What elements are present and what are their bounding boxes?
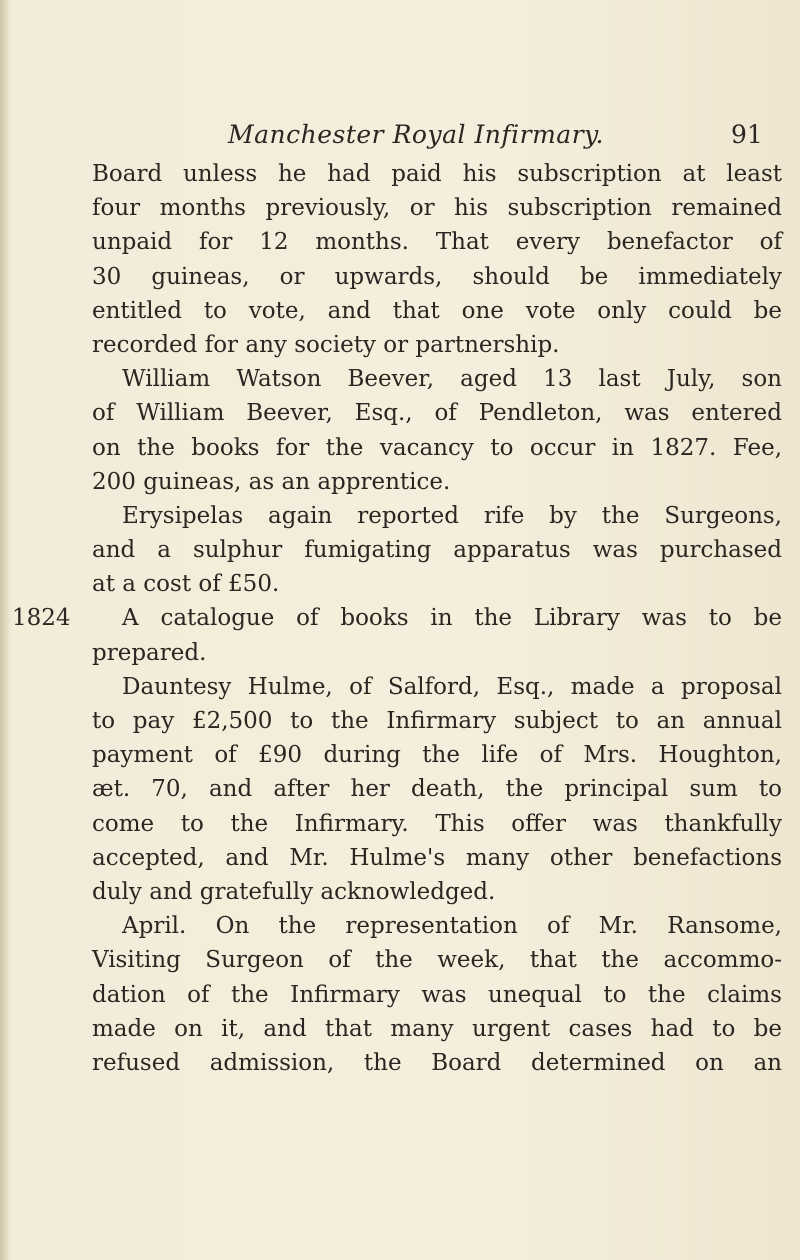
text-line: payment of £90 during the life of Mrs. Houghton, — [92, 742, 782, 769]
text-line: four months previously, or his subscription remained — [92, 195, 782, 222]
text-line: æt. 70, and after her death, the principal sum to — [92, 776, 782, 803]
text-line: accepted, and Mr. Hulme's many other benefactions — [92, 844, 782, 871]
text-line: and a sulphur fumigating apparatus was purchased — [92, 537, 782, 564]
running-head — [0, 120, 800, 156]
paragraph-start: Erysipelas again reported rife by the Surgeons, — [122, 502, 782, 529]
text-line: made on it, and that many urgent cases had to be — [92, 1015, 782, 1042]
text-line: dation of the Infirmary was unequal to the claims — [92, 981, 782, 1008]
paragraph-start: William Watson Beever, aged 13 last July, son — [122, 366, 782, 393]
text-line: of William Beever, Esq., of Pendleton, was entered — [92, 400, 782, 427]
text-line: unpaid for 12 months. That every benefactor of — [92, 229, 782, 256]
text-line: Board unless he had paid his subscription at least — [92, 161, 782, 187]
paragraph-start: A catalogue of books in the Library was to be — [122, 605, 782, 632]
text-line: entitled to vote, and that one vote only could be — [92, 297, 782, 324]
text-line: 200 guineas, as an apprentice. — [92, 468, 451, 495]
dated-entry — [92, 601, 782, 635]
text-line: 30 guineas, or upwards, should be immediately — [92, 263, 782, 290]
running-title: Manchester Royal Infirmary. — [228, 120, 604, 149]
text-line: duly and gratefully acknowledged. — [92, 878, 496, 905]
margin-year: 1824 — [12, 605, 71, 631]
page-number: 91 — [731, 120, 763, 149]
body-text — [92, 157, 782, 1080]
spine-shadow — [0, 0, 10, 1260]
text-line: Visiting Surgeon of the week, that the accommo- — [92, 947, 782, 974]
text-line: prepared. — [92, 639, 207, 666]
paragraph-start: Dauntesy Hulme, of Salford, Esq., made a proposal — [122, 673, 782, 700]
text-line: refused admission, the Board determined on an — [92, 1049, 782, 1076]
text-line: at a cost of £50. — [92, 571, 280, 598]
paragraph-start: April. On the representation of Mr. Ransome, — [122, 913, 782, 940]
text-line: recorded for any society or partnership. — [92, 331, 560, 358]
text-line: to pay £2,500 to the Infirmary subject to an annual — [92, 708, 782, 734]
text-line: come to the Infirmary. This offer was thankfully — [92, 810, 782, 837]
text-line: on the books for the vacancy to occur in 1827. Fee, — [92, 434, 782, 461]
